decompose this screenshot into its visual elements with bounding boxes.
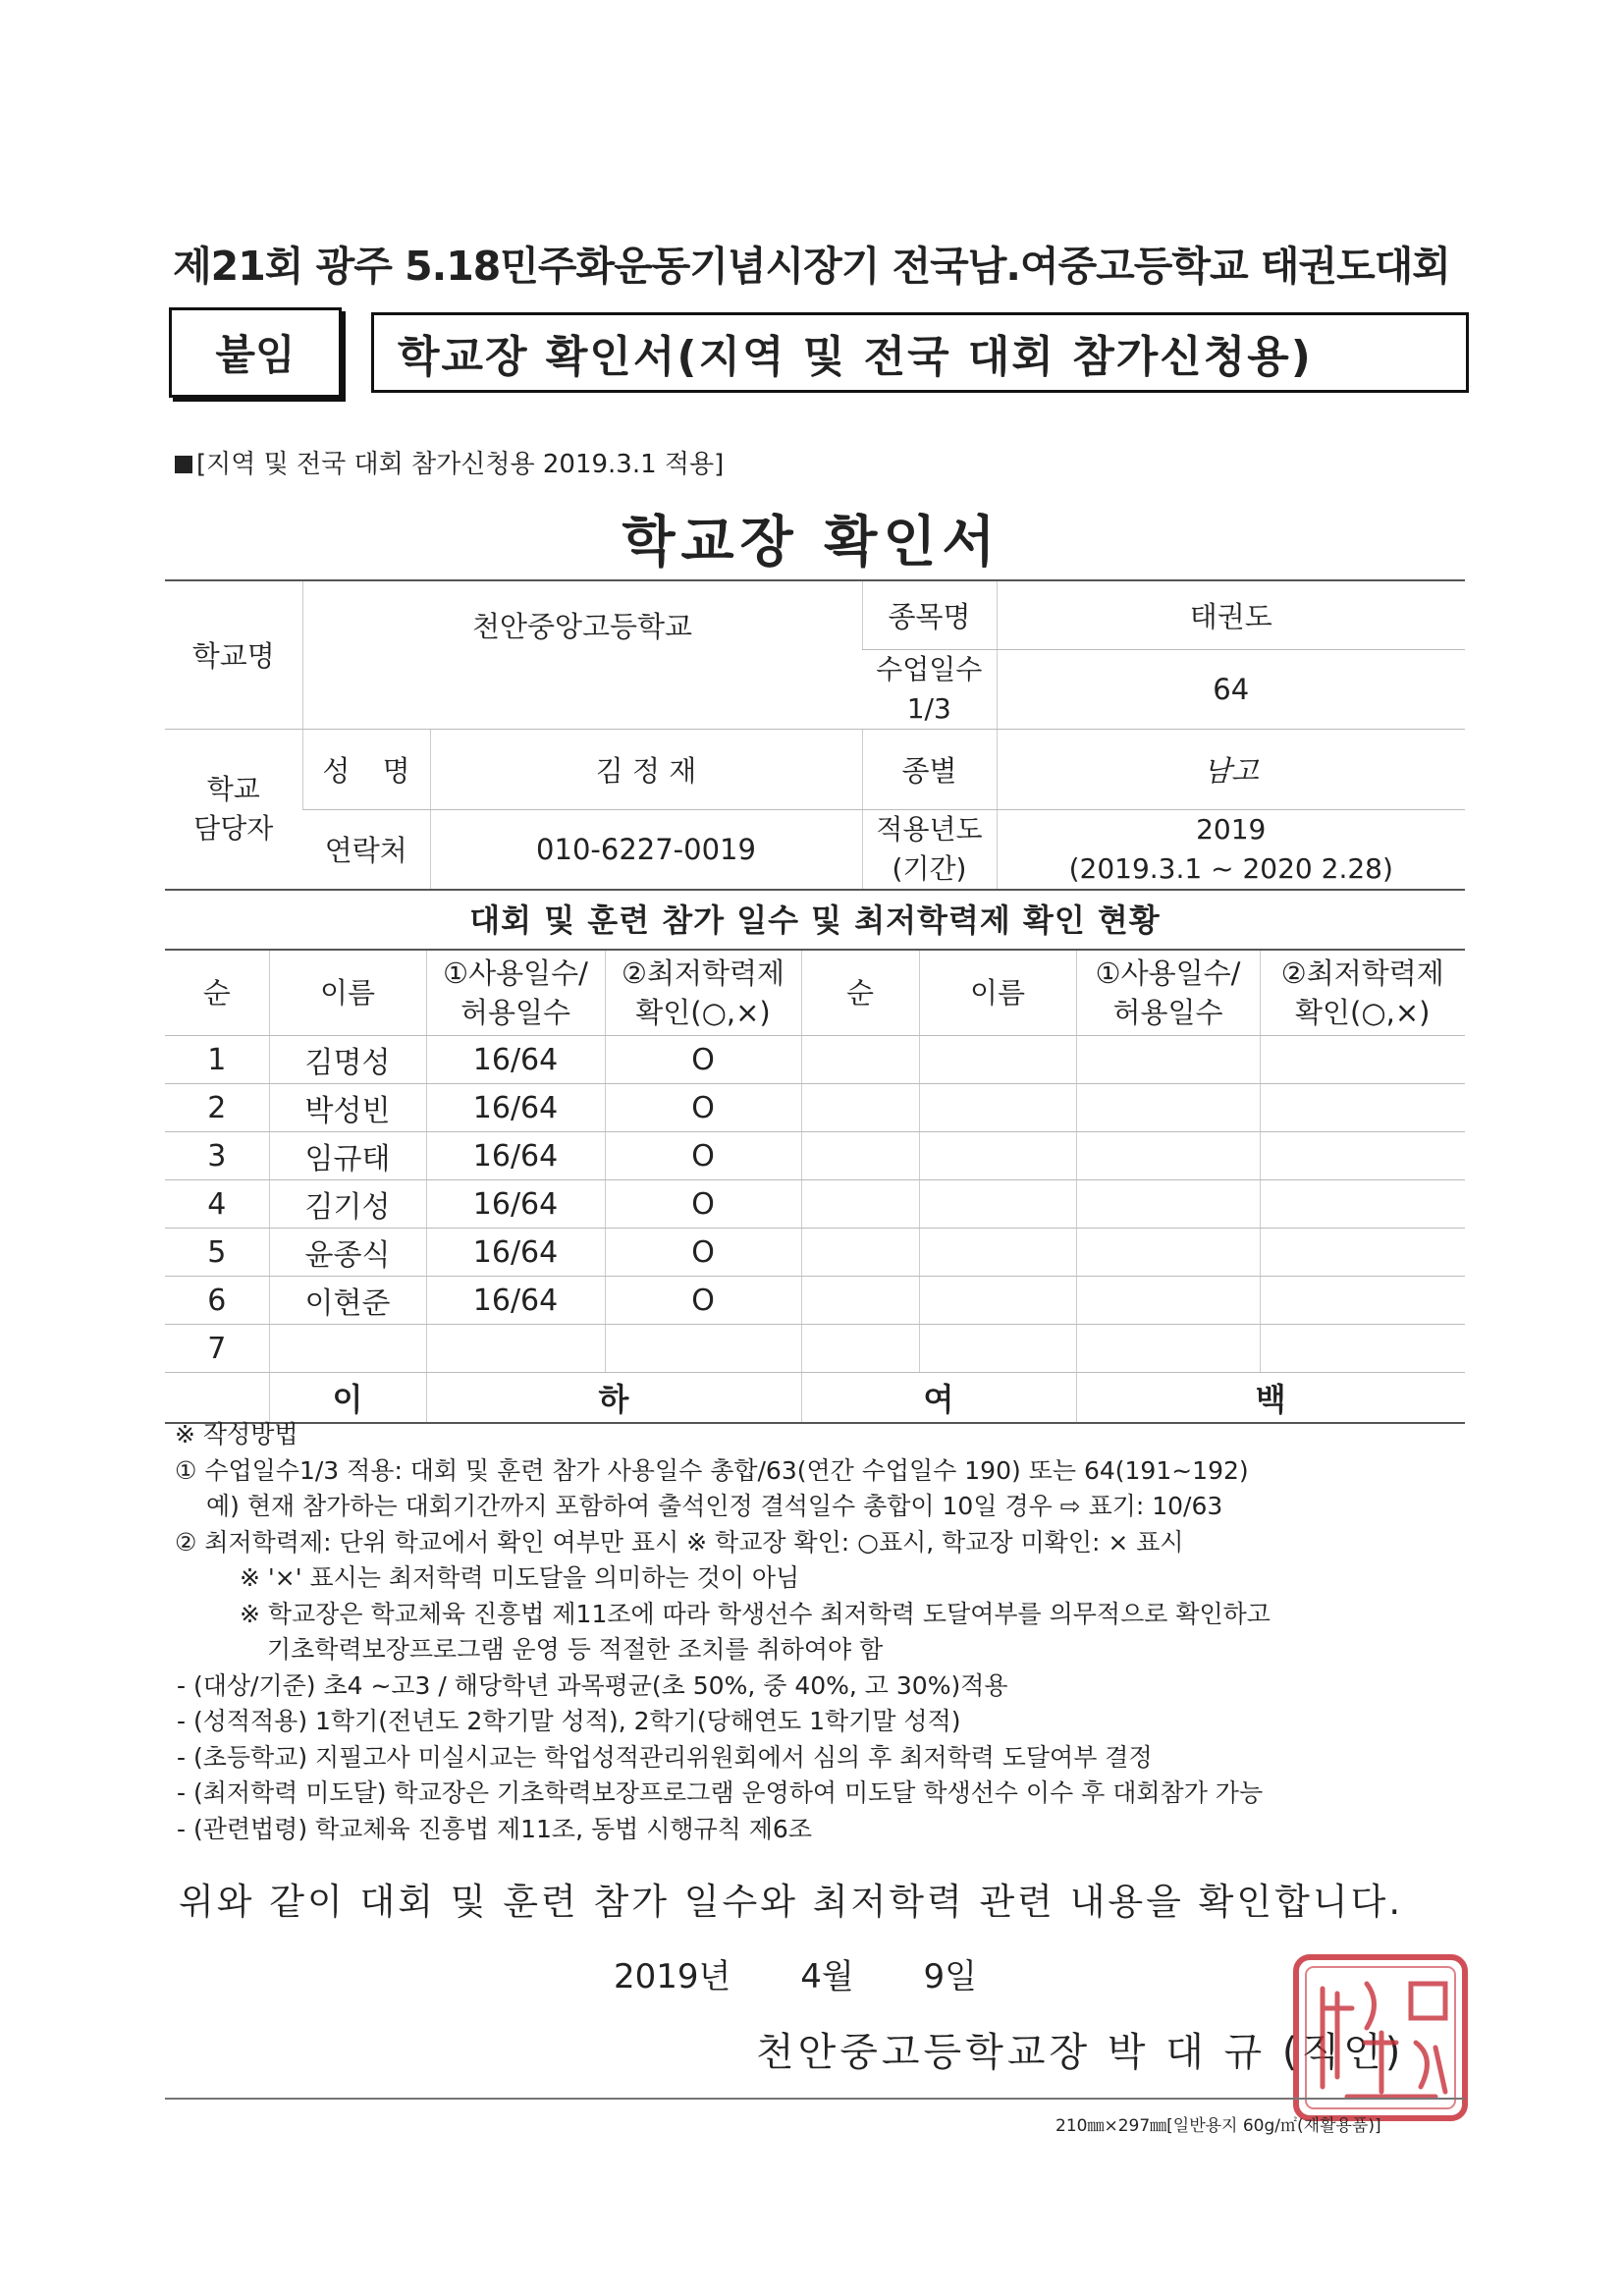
method-line-8: - (성적적용) 1학기(전년도 2학기말 성적), 2학기(당해연도 1학기말 성적)	[177, 1707, 961, 1735]
roster-row	[165, 1277, 1465, 1325]
paper-spec-note: 210㎜×297㎜[일반용지 60g/㎡(재활용품)]	[1055, 2116, 1381, 2136]
roster-cell-name-right	[919, 1036, 1076, 1084]
attachment-title: 학교장 확인서(지역 및 전국 대회 참가신청용)	[371, 312, 1469, 393]
roster-cell-days	[426, 1325, 605, 1373]
class-days-value: 64	[997, 649, 1465, 729]
note-line-text: [지역 및 전국 대회 참가신청용 2019.3.1 적용]	[196, 450, 725, 479]
roster-cell-no: 7	[165, 1325, 269, 1373]
col-days-2-2nd: 허용일수	[1112, 996, 1223, 1029]
roster-cell-name: 임규태	[269, 1132, 426, 1180]
roster-cell-days-right	[1076, 1277, 1260, 1325]
roster-cell-check: O	[605, 1180, 801, 1229]
roster-cell-name-right	[919, 1084, 1076, 1132]
roster-cell-name: 이현준	[269, 1277, 426, 1325]
roster-row	[165, 1084, 1465, 1132]
roster-cell-name-right	[919, 1132, 1076, 1180]
roster-cell-name	[269, 1325, 426, 1373]
roster-cell-days-right	[1076, 1036, 1260, 1084]
roster-cell-days: 16/64	[426, 1229, 605, 1277]
roster-cell-days-right	[1076, 1132, 1260, 1180]
gender-label: 종별	[862, 729, 997, 809]
date-year: 2019년	[614, 1957, 731, 1996]
col-name: 이름	[269, 950, 426, 1036]
document-title: 학교장 확인서	[622, 511, 1001, 574]
name-value: 김 정 재	[430, 729, 862, 809]
roster-cell-no: 2	[165, 1084, 269, 1132]
roster-cell-name-right	[919, 1277, 1076, 1325]
method-line-9: - (초등학교) 지필고사 미실시교는 학업성적관리위원회에서 심의 후 최저학력 도달여부 결정	[177, 1742, 1153, 1772]
issue-date	[614, 1949, 1016, 1997]
roster-cell-check-right	[1260, 1132, 1465, 1180]
roster-cell-check-right	[1260, 1277, 1465, 1325]
official-seal-icon	[1288, 1949, 1475, 2126]
name-label: 성 명	[302, 729, 430, 809]
manager-label-1: 학교	[206, 772, 260, 805]
roster-cell-check: O	[605, 1036, 801, 1084]
roster-cell-name-right	[919, 1325, 1076, 1373]
roster-cell-no: 1	[165, 1036, 269, 1084]
roster-cell-check: O	[605, 1084, 801, 1132]
roster-cell-name: 김기성	[269, 1180, 426, 1229]
date-day: 9일	[923, 1957, 977, 1996]
roster-row	[165, 1180, 1465, 1229]
confirm-statement: 위와 같이 대회 및 훈련 참가 일수와 최저학력 관련 내용을 확인합니다.	[179, 1881, 1404, 1923]
closing-blank	[165, 1373, 269, 1424]
roster-cell-check-right	[1260, 1325, 1465, 1373]
roster-cell-days: 16/64	[426, 1180, 605, 1229]
gender-value: 남고	[997, 729, 1465, 809]
roster-cell-check: O	[605, 1229, 801, 1277]
col-check	[605, 950, 801, 1036]
sport-value: 태권도	[997, 580, 1465, 649]
method-title: ※ 작성방법	[175, 1420, 298, 1449]
contact-value: 010-6227-0019	[430, 809, 862, 890]
manager-label-2: 담당자	[193, 811, 274, 845]
closing-char: 하	[426, 1373, 801, 1424]
method-section	[175, 1417, 1481, 1847]
col-check-2nd	[1260, 950, 1465, 1036]
col-days-2: 허용일수	[460, 996, 571, 1029]
roster-cell-days-right	[1076, 1180, 1260, 1229]
closing-char: 여	[801, 1373, 1076, 1424]
col-check-1-2nd: ②최저학력제	[1280, 957, 1444, 990]
roster-cell-days: 16/64	[426, 1132, 605, 1180]
year-label	[862, 809, 997, 890]
roster-table	[165, 949, 1465, 1424]
roster-row	[165, 1132, 1465, 1180]
roster-row	[165, 1325, 1465, 1373]
roster-cell-no-right	[801, 1084, 919, 1132]
roster-cell-days-right	[1076, 1084, 1260, 1132]
col-days	[426, 950, 605, 1036]
attachment-label: 붙임	[169, 307, 342, 398]
roster-cell-check	[605, 1325, 801, 1373]
roster-cell-days: 16/64	[426, 1277, 605, 1325]
square-bullet-icon	[175, 456, 192, 473]
roster-row	[165, 1036, 1465, 1084]
roster-cell-name: 박성빈	[269, 1084, 426, 1132]
roster-cell-check-right	[1260, 1036, 1465, 1084]
col-name-2: 이름	[919, 950, 1076, 1036]
roster-cell-name: 윤종식	[269, 1229, 426, 1277]
roster-cell-no-right	[801, 1132, 919, 1180]
class-days-label-1: 수업일수	[876, 652, 983, 685]
method-line-11: - (관련법령) 학교체육 진흥법 제11조, 동법 시행규칙 제6조	[177, 1814, 812, 1843]
roster-cell-check: O	[605, 1132, 801, 1180]
closing-char: 이	[269, 1373, 426, 1424]
closing-char: 백	[1076, 1373, 1465, 1424]
method-line-4: ※ '×' 표시는 최저학력 미도달을 의미하는 것이 아님	[240, 1563, 800, 1592]
roster-cell-no: 6	[165, 1277, 269, 1325]
date-month: 4월	[800, 1957, 854, 1996]
col-check-1: ②최저학력제	[621, 957, 785, 990]
year-label-1: 적용년도	[876, 812, 983, 846]
method-line-5: ※ 학교장은 학교체육 진흥법 제11조에 따라 학생선수 최저학력 도달여부를 의무적으로 확인하고	[240, 1599, 1271, 1628]
roster-cell-name: 김명성	[269, 1036, 426, 1084]
roster-cell-name-right	[919, 1229, 1076, 1277]
event-title: 제21회 광주 5.18민주화운동기념시장기 전국남.여중고등학교 태권도대회	[173, 243, 1450, 290]
roster-cell-check-right	[1260, 1229, 1465, 1277]
roster-cell-no: 5	[165, 1229, 269, 1277]
roster-cell-days: 16/64	[426, 1036, 605, 1084]
roster-cell-no-right	[801, 1036, 919, 1084]
roster-body	[165, 1036, 1465, 1424]
roster-closing-row	[165, 1373, 1465, 1424]
contact-label: 연락처	[302, 809, 430, 890]
roster-row	[165, 1229, 1465, 1277]
col-days-1-2nd: ①사용일수/	[1095, 957, 1241, 990]
roster-cell-check-right	[1260, 1180, 1465, 1229]
col-no: 순	[165, 950, 269, 1036]
method-line-7: - (대상/기준) 초4 ~고3 / 해당학년 과목평균(초 50%, 중 40%, 고 30%)적용	[177, 1670, 1008, 1700]
manager-label	[165, 729, 302, 890]
roster-cell-no: 4	[165, 1180, 269, 1229]
roster-cell-days-right	[1076, 1229, 1260, 1277]
bottom-divider	[165, 2098, 1465, 2100]
sport-label: 종목명	[862, 580, 997, 649]
col-days-1: ①사용일수/	[443, 957, 588, 990]
roster-cell-no-right	[801, 1325, 919, 1373]
method-line-6: 기초학력보장프로그램 운영 등 적절한 조치를 취하여야 함	[267, 1635, 884, 1664]
year-label-2: (기간)	[892, 851, 967, 885]
class-days-label	[862, 649, 997, 729]
roster-cell-check: O	[605, 1277, 801, 1325]
col-no-2: 순	[801, 950, 919, 1036]
school-label: 학교명	[165, 580, 302, 729]
roster-cell-days-right	[1076, 1325, 1260, 1373]
roster-cell-no-right	[801, 1229, 919, 1277]
section-title: 대회 및 훈련 참가 일수 및 최저학력제 확인 현황	[469, 902, 1161, 939]
col-check-2: 확인(○,×)	[635, 996, 771, 1029]
period-value: (2019.3.1 ~ 2020 2.28)	[1068, 851, 1393, 885]
info-table	[165, 579, 1465, 891]
col-check-2-2nd: 확인(○,×)	[1295, 996, 1431, 1029]
school-name: 천안중앙고등학교	[302, 580, 862, 729]
roster-cell-no-right	[801, 1277, 919, 1325]
roster-header-row	[165, 950, 1465, 1036]
roster-cell-check-right	[1260, 1084, 1465, 1132]
col-days-2nd	[1076, 950, 1260, 1036]
roster-cell-name-right	[919, 1180, 1076, 1229]
roster-cell-no: 3	[165, 1132, 269, 1180]
note-line	[175, 444, 724, 480]
year-cell	[997, 809, 1465, 890]
roster-cell-days: 16/64	[426, 1084, 605, 1132]
year-value: 2019	[1196, 812, 1267, 846]
roster-cell-no-right	[801, 1180, 919, 1229]
method-line-1: ① 수업일수1/3 적용: 대회 및 훈련 참가 사용일수 총합/63(연간 수업일수 190) 또는 64(191~192)	[175, 1455, 1249, 1485]
method-line-10: - (최저학력 미도달) 학교장은 기초학력보장프로그램 운영하여 미도달 학생선수 이수 후 대회참가 가능	[177, 1778, 1264, 1807]
class-days-label-2: 1/3	[906, 691, 951, 725]
principal-signature-line: 천안중고등학교장 박 대 규 (직인)	[756, 2030, 1405, 2075]
method-line-3: ② 최저학력제: 단위 학교에서 확인 여부만 표시 ※ 학교장 확인: ○표시, 학교장 미확인: × 표시	[175, 1527, 1184, 1557]
method-line-2: 예) 현재 참가하는 대회기간까지 포함하여 출석인정 결석일수 총합이 10일 경우 ⇨ 표기: 10/63	[206, 1492, 1223, 1520]
